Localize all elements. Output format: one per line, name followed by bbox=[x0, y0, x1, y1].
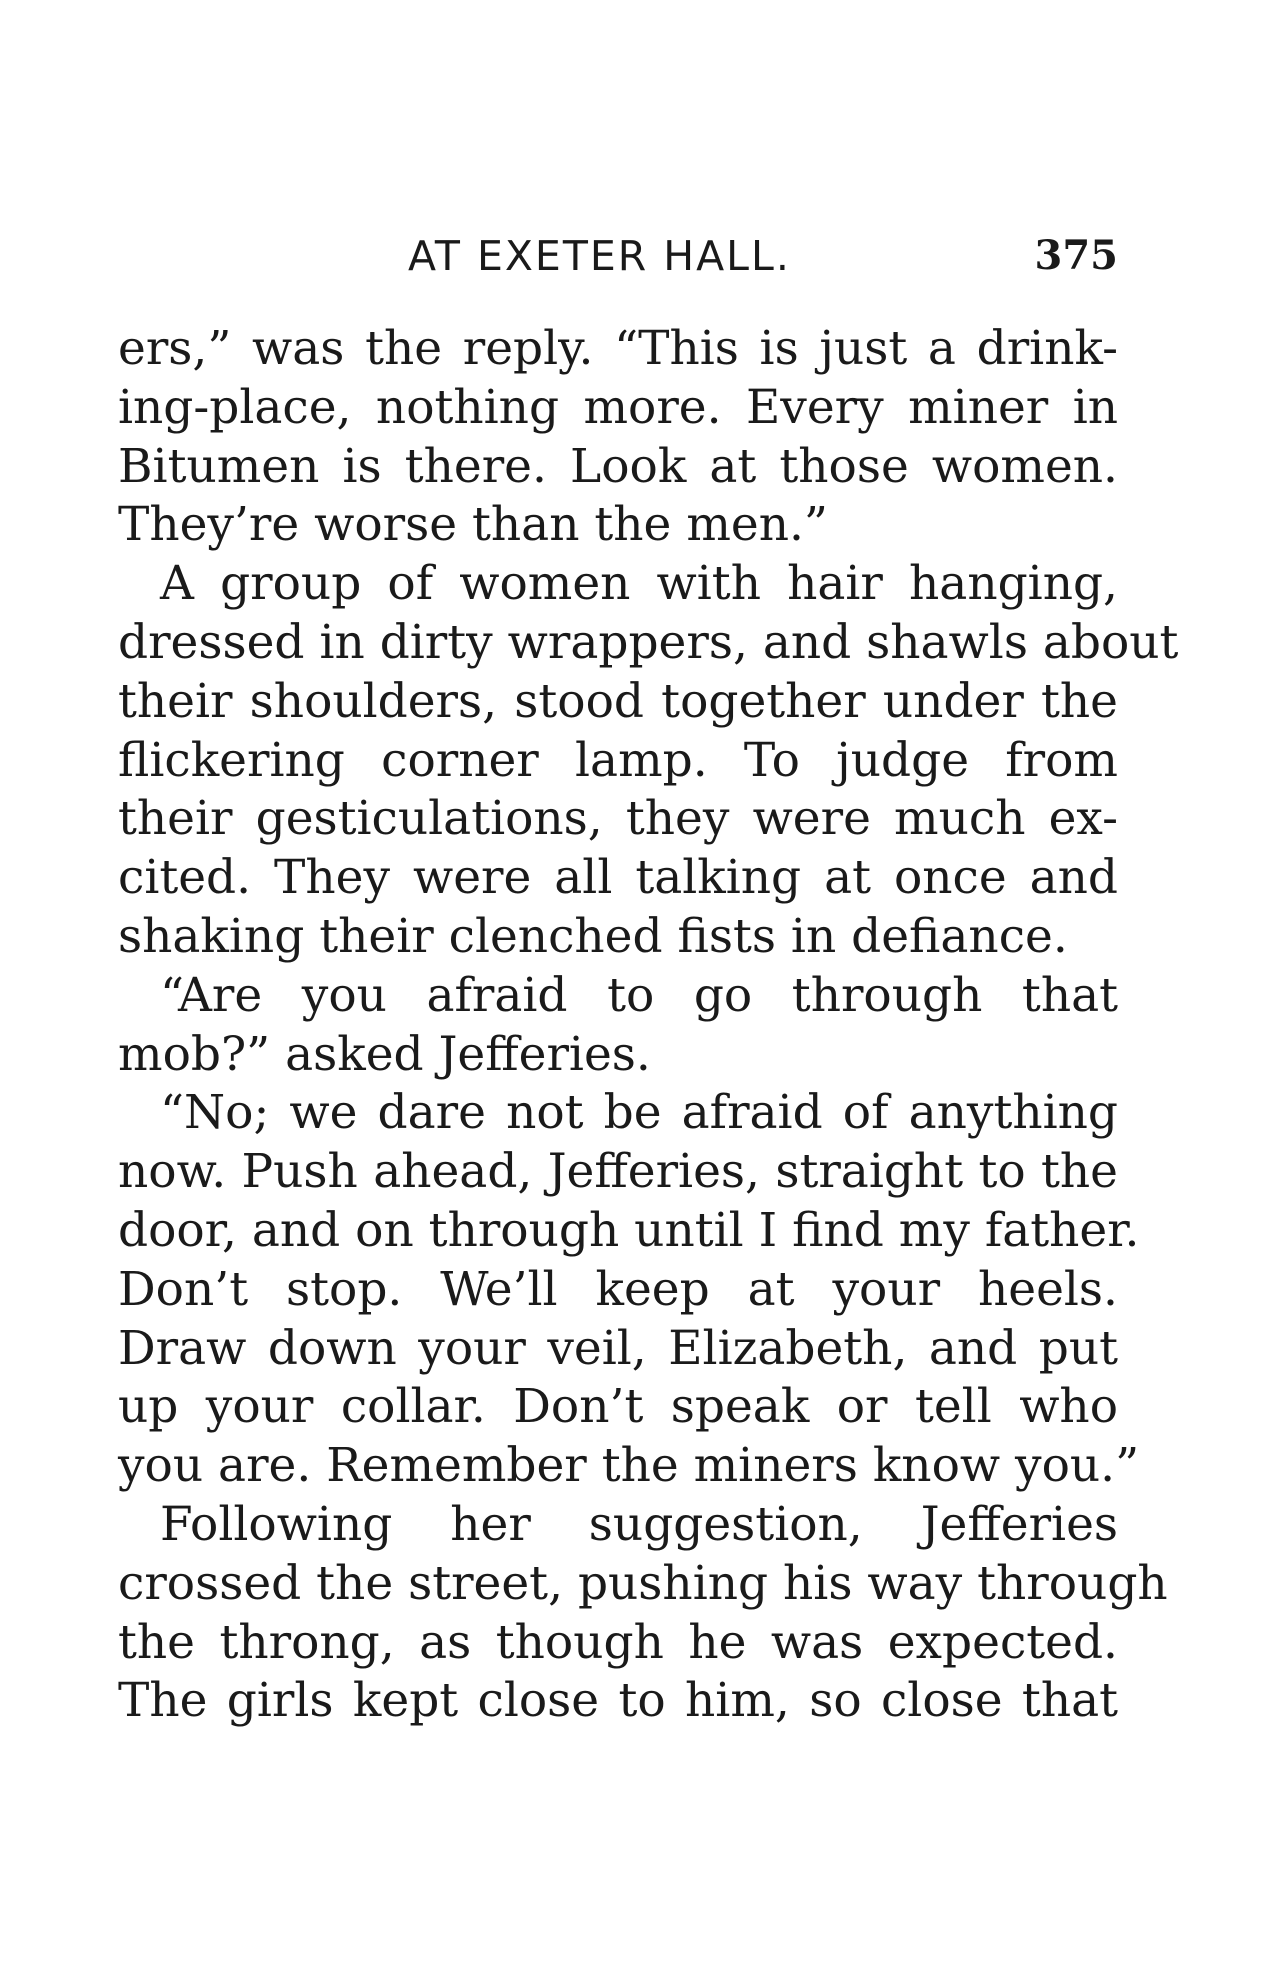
text-line: ers,” was the reply. “This is just a drink- bbox=[118, 321, 1118, 376]
text-line: mob?” asked Jefferies. bbox=[118, 1026, 651, 1082]
running-title: AT EXETER HALL. bbox=[408, 232, 791, 280]
text-line: Draw down your veil, Elizabeth, and put bbox=[118, 1320, 1118, 1376]
text-line: Don’t stop. We’ll keep at your heels. bbox=[118, 1261, 1118, 1317]
text-line: dressed in dirty wrappers, and shawls about bbox=[118, 614, 1179, 670]
text-line: the throng, as though he was expected. bbox=[118, 1614, 1118, 1670]
text-line: Following her suggestion, Jefferies bbox=[160, 1496, 1118, 1552]
text-line: ing-place, nothing more. Every miner in bbox=[118, 379, 1118, 435]
text-line: their gesticulations, they were much ex- bbox=[118, 791, 1118, 847]
text-line: shaking their clenched fists in defiance. bbox=[118, 908, 1068, 964]
text-line: door, and on through until I find my father. bbox=[118, 1202, 1140, 1258]
text-line: “No; we dare not be afraid of anything bbox=[160, 1085, 1118, 1141]
text-line: A group of women with hair hanging, bbox=[160, 556, 1118, 612]
text-line: “Are you afraid to go through that bbox=[160, 967, 1118, 1023]
text-line: Bitumen is there. Look at those women. bbox=[118, 438, 1118, 494]
text-line: They’re worse than the men.” bbox=[118, 497, 828, 553]
text-line: cited. They were all talking at once and bbox=[118, 850, 1118, 906]
text-line: crossed the street, pushing his way through bbox=[118, 1555, 1168, 1611]
text-line: up your collar. Don’t speak or tell who bbox=[118, 1379, 1118, 1435]
page-number: 375 bbox=[1034, 232, 1118, 279]
text-line: now. Push ahead, Jefferies, straight to the bbox=[118, 1144, 1118, 1200]
running-head bbox=[118, 232, 1118, 292]
text-line: you are. Remember the miners know you.” bbox=[118, 1438, 1140, 1494]
text-line: The girls kept close to him, so close that bbox=[118, 1673, 1118, 1729]
text-line: flickering corner lamp. To judge from bbox=[118, 732, 1118, 788]
text-line: their shoulders, stood together under the bbox=[118, 673, 1118, 729]
body-text bbox=[118, 320, 1179, 1731]
